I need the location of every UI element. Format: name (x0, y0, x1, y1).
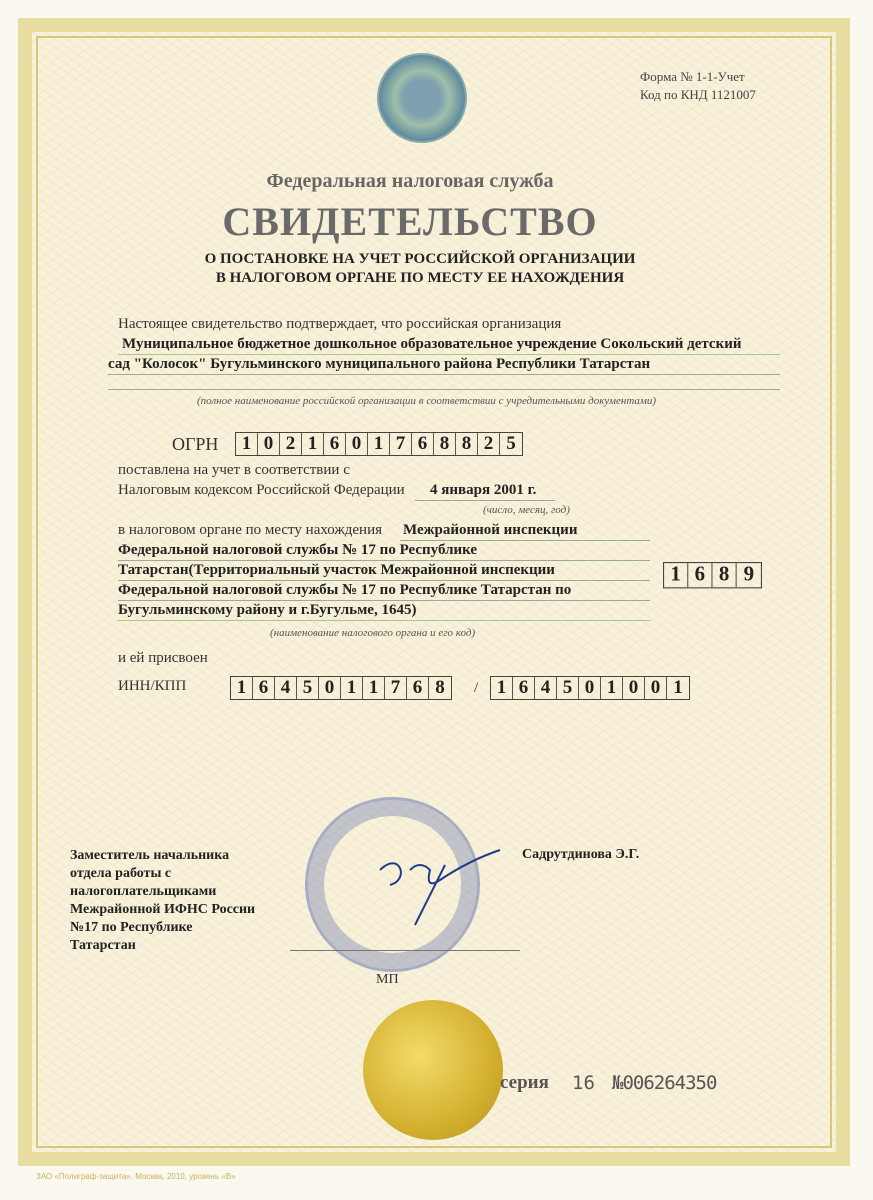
knd-code: Код по КНД 1121007 (640, 87, 756, 102)
digit-box: 5 (557, 677, 579, 699)
digit-box: 6 (407, 677, 429, 699)
digit-box: 4 (535, 677, 557, 699)
form-number: Форма № 1-1-Учет (640, 69, 745, 84)
ogrn-boxes (235, 432, 523, 456)
signer-title-line: Заместитель начальника (70, 848, 230, 863)
org-name-line: сад "Колосок" Бугульминского муниципального района Республики Татарстан (108, 356, 651, 372)
digit-box: 1 (341, 677, 363, 699)
series-value: 16 (572, 1072, 595, 1094)
digit-box: 7 (390, 433, 412, 455)
signer-title-line: отдела работы с (70, 866, 172, 881)
digit-box: 1 (673, 677, 683, 698)
signer-title (70, 847, 255, 955)
signer-title-line: Межрайонной ИФНС России (70, 902, 256, 917)
inn-boxes (230, 676, 452, 700)
digit-box: 0 (623, 677, 645, 699)
printer-imprint: ЗАО «Полиграф-защита», Москва, 2010, уровень «В» (36, 1172, 236, 1181)
org-name-hint: (полное наименование российской организации в соответствии с учредительными документами) (197, 395, 657, 407)
digit-box: 8 (434, 433, 456, 455)
tax-office-code-boxes (663, 562, 762, 588)
digit-box: 1 (236, 433, 258, 455)
tax-office-line: Татарстан(Территориальный участок Межрайонной инспекции (118, 562, 555, 578)
inn-kpp-separator: / (474, 680, 479, 696)
digit-box: 1 (601, 677, 623, 699)
digit-box: 1 (302, 433, 324, 455)
assigned-text: и ей присвоен (118, 650, 208, 666)
subtitle-line: О ПОСТАНОВКЕ НА УЧЕТ РОССИЙСКОЙ ОРГАНИЗАЦИИ (204, 251, 636, 267)
ogrn-label: ОГРН (172, 434, 219, 454)
digit-box: 6 (253, 677, 275, 699)
intro-text: Настоящее свидетельство подтверждает, что российская организация (118, 316, 562, 332)
tax-office-line: Федеральной налоговой службы № 17 по Республике Татарстан по (118, 582, 572, 598)
digit-box: 6 (688, 563, 712, 587)
signer-title-line: №17 по Республике (70, 920, 193, 935)
registration-date: 4 января 2001 г. (430, 482, 537, 498)
registration-text: Налоговым кодексом Российской Федерации (118, 482, 405, 498)
digit-box: 9 (743, 563, 755, 587)
signer-name: Садрутдинова Э.Г. (522, 847, 640, 862)
tax-office-line: Бугульминскому району и г.Бугульме, 1645) (118, 602, 417, 618)
digit-box: 6 (412, 433, 434, 455)
digit-box: 7 (385, 677, 407, 699)
signer-title-line: Татарстан (70, 938, 136, 953)
org-name-line: Муниципальное бюджетное дошкольное образовательное учреждение Сокольский детский (122, 336, 742, 352)
inn-kpp-label: ИНН/КПП (118, 678, 187, 694)
registration-text: поставлена на учет в соответствии с (118, 462, 350, 478)
serial-number: №006264350 (612, 1072, 717, 1094)
tax-office-line: Межрайонной инспекции (403, 522, 578, 538)
digit-box: 2 (280, 433, 302, 455)
digit-box: 0 (319, 677, 341, 699)
gold-seal (363, 1000, 503, 1140)
digit-box: 8 (435, 677, 445, 698)
digit-box: 0 (645, 677, 667, 699)
kpp-boxes (490, 676, 690, 700)
document-title: СВИДЕТЕЛЬСТВО (222, 199, 598, 244)
digit-box: 2 (478, 433, 500, 455)
digit-box: 0 (346, 433, 368, 455)
digit-box: 8 (713, 563, 737, 587)
digit-box: 6 (513, 677, 535, 699)
digit-box: 1 (368, 433, 390, 455)
subtitle-line: В НАЛОГОВОМ ОРГАНЕ ПО МЕСТУ ЕЕ НАХОЖДЕНИЯ (215, 270, 625, 286)
digit-box: 5 (297, 677, 319, 699)
series-label: серия (500, 1072, 549, 1093)
tax-office-line: Федеральной налоговой службы № 17 по Республике (118, 542, 478, 558)
document-subtitle (0, 250, 840, 288)
digit-box: 8 (456, 433, 478, 455)
signer-title-line: налогоплательщиками (70, 884, 217, 899)
digit-box: 1 (231, 677, 253, 699)
digit-box: 6 (324, 433, 346, 455)
digit-box: 0 (258, 433, 280, 455)
hologram-emblem (377, 53, 467, 143)
digit-box: 1 (491, 677, 513, 699)
digit-box: 4 (275, 677, 297, 699)
digit-box: 1 (363, 677, 385, 699)
tax-office-intro: в налоговом органе по месту нахождения (118, 522, 383, 538)
signature (370, 840, 510, 930)
digit-box: 0 (579, 677, 601, 699)
seal-place-label: МП (376, 972, 399, 987)
tax-office-hint: (наименование налогового органа и его код) (270, 627, 476, 639)
agency-name: Федеральная налоговая служба (266, 170, 554, 192)
digit-box: 1 (664, 563, 688, 587)
date-hint: (число, месяц, год) (483, 504, 570, 516)
form-code (640, 68, 756, 104)
digit-box: 5 (506, 433, 516, 454)
